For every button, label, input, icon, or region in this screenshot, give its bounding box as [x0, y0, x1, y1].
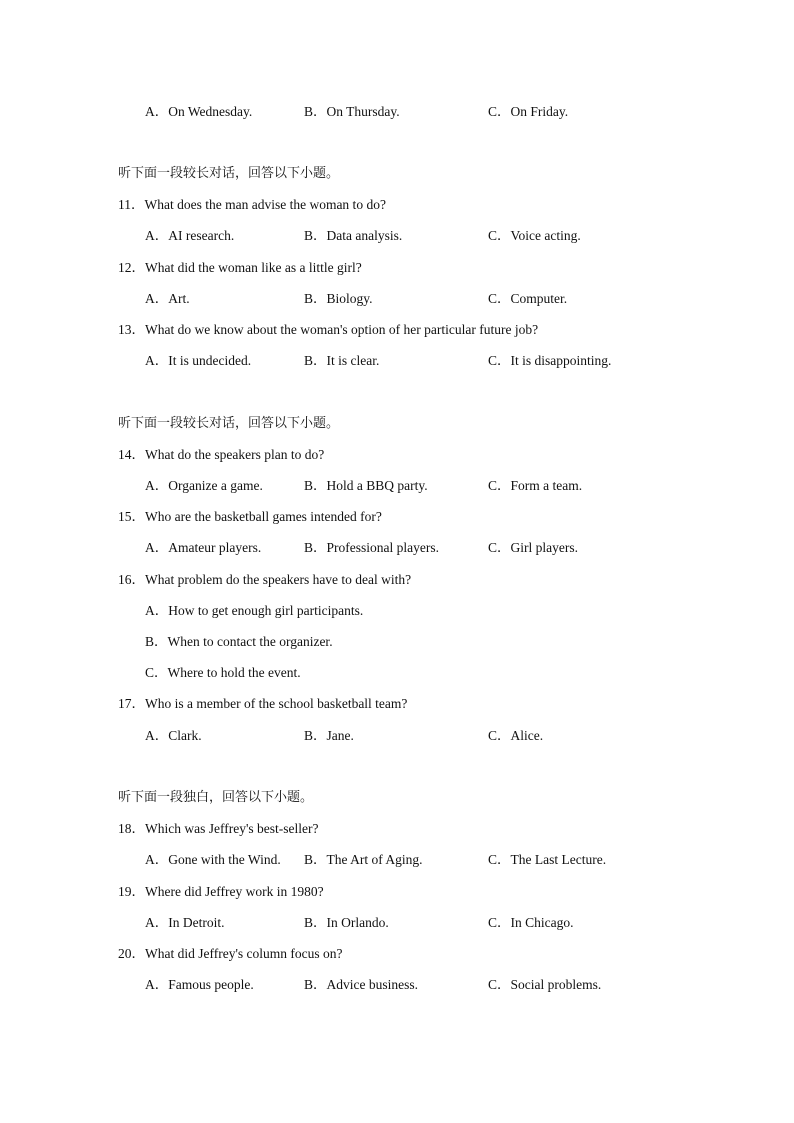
- q13-option-b: B．It is clear.: [304, 353, 380, 368]
- q11-option-b: B．Data analysis.: [304, 228, 403, 243]
- q20-option-b: B．Advice business.: [304, 977, 418, 992]
- q18-option-b: B．The Art of Aging.: [304, 852, 423, 867]
- q14-option-c: C．Form a team.: [488, 478, 583, 493]
- section-heading: 听下面一段独白，回答以下小题。: [118, 790, 314, 805]
- q13-option-c: C．It is disappointing.: [488, 353, 612, 368]
- q15-option-a: A．Amateur players.: [145, 540, 262, 555]
- q15-option-b: B．Professional players.: [304, 540, 439, 555]
- section-heading: 听下面一段较长对话，回答以下小题。: [118, 166, 340, 181]
- q18-option-c: C．The Last Lecture.: [488, 852, 607, 867]
- q18-option-a: A．Gone with the Wind.: [145, 852, 281, 867]
- section-heading: 听下面一段较长对话，回答以下小题。: [118, 416, 340, 431]
- question-14: 14．What do the speakers plan to do?: [118, 447, 325, 462]
- q16-option-c: C．Where to hold the event.: [145, 665, 301, 680]
- q15-option-c: C．Girl players.: [488, 540, 578, 555]
- question-11: 11．What does the man advise the woman to do?: [118, 197, 386, 212]
- q19-option-c: C．In Chicago.: [488, 915, 574, 930]
- q17-option-c: C．Alice.: [488, 728, 544, 743]
- q14-option-b: B．Hold a BBQ party.: [304, 478, 428, 493]
- question-18: 18．Which was Jeffrey's best-seller?: [118, 821, 319, 836]
- q16-option-a: A．How to get enough girl participants.: [145, 603, 364, 618]
- q12-option-a: A．Art.: [145, 291, 190, 306]
- q20-option-c: C．Social problems.: [488, 977, 602, 992]
- q11-option-c: C．Voice acting.: [488, 228, 581, 243]
- question-20: 20．What did Jeffrey's column focus on?: [118, 946, 343, 961]
- q19-option-a: A．In Detroit.: [145, 915, 225, 930]
- q19-option-b: B．In Orlando.: [304, 915, 389, 930]
- q16-option-b: B．When to contact the organizer.: [145, 634, 333, 649]
- question-19: 19．Where did Jeffrey work in 1980?: [118, 884, 324, 899]
- q17-option-a: A．Clark.: [145, 728, 202, 743]
- question-12: 12．What did the woman like as a little girl?: [118, 260, 362, 275]
- q14-option-a: A．Organize a game.: [145, 478, 263, 493]
- q10-option-c: C．On Friday.: [488, 104, 569, 119]
- question-13: 13．What do we know about the woman's option of her particular future job?: [118, 322, 539, 337]
- question-15: 15．Who are the basketball games intended for?: [118, 509, 382, 524]
- q12-option-c: C．Computer.: [488, 291, 568, 306]
- q12-option-b: B．Biology.: [304, 291, 373, 306]
- q17-option-b: B．Jane.: [304, 728, 354, 743]
- question-16: 16．What problem do the speakers have to deal with?: [118, 572, 412, 587]
- q11-option-a: A．AI research.: [145, 228, 235, 243]
- q20-option-a: A．Famous people.: [145, 977, 254, 992]
- question-17: 17．Who is a member of the school basketball team?: [118, 696, 408, 711]
- q10-option-b: B．On Thursday.: [304, 104, 400, 119]
- q10-option-a: A．On Wednesday.: [145, 104, 253, 119]
- q13-option-a: A．It is undecided.: [145, 353, 252, 368]
